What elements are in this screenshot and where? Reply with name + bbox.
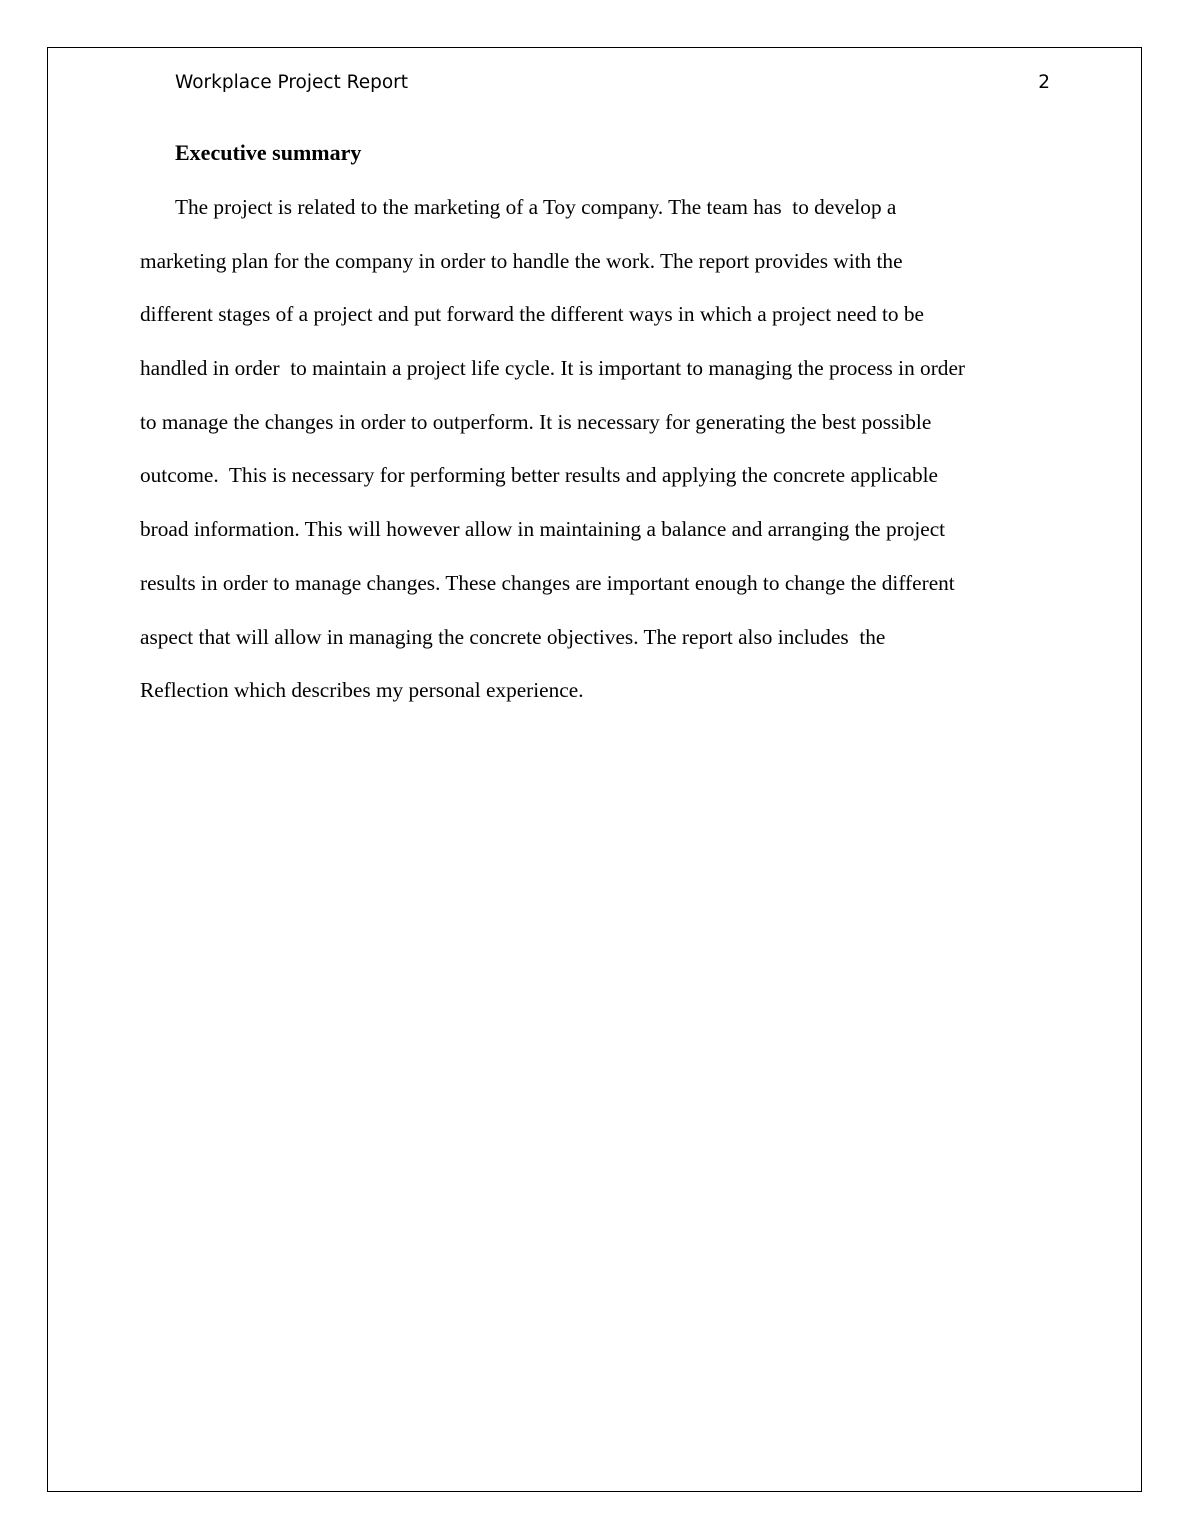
paragraph-line: to manage the changes in order to outperform. It is necessary for generating the best possible: [140, 409, 932, 434]
paragraph-line: marketing plan for the company in order to handle the work. The report provides with the: [140, 248, 903, 273]
paragraph-line: results in order to manage changes. These changes are important enough to change the different: [140, 570, 955, 595]
paragraph-line: aspect that will allow in managing the concrete objectives. The report also includes the: [140, 624, 886, 649]
paragraph-line: Reflection which describes my personal experience.: [140, 678, 584, 703]
paragraph-line: different stages of a project and put forward the different ways in which a project need to be: [140, 302, 924, 327]
paragraph-line: handled in order to maintain a project life cycle. It is important to managing the process in order: [140, 356, 965, 381]
paragraph-line: broad information. This will however allow in maintaining a balance and arranging the project: [140, 517, 946, 542]
paragraph-line: outcome. This is necessary for performing better results and applying the concrete applicable: [140, 463, 938, 488]
paragraph-line: The project is related to the marketing of a Toy company. The team has to develop a: [175, 195, 897, 219]
executive-summary-paragraph: [140, 192, 1060, 729]
page-number: 2: [1038, 72, 1050, 93]
running-head: Workplace Project Report: [175, 72, 409, 93]
section-heading: Executive summary: [175, 140, 362, 165]
